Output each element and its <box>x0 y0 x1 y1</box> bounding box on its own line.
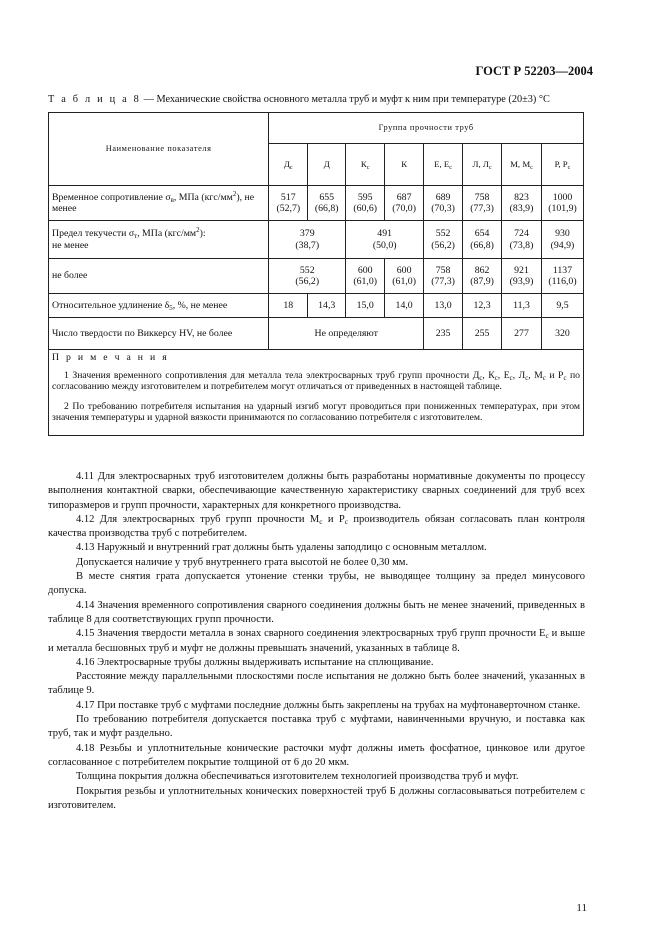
value-kgf: (101,9) <box>548 203 577 214</box>
label-not-less: не менее <box>52 239 89 251</box>
label-yield: Предел текучести $\sigma_т$, МПа $(кгс/мм^2)$: <box>52 227 206 241</box>
group-kc: $К_с$ <box>346 144 385 186</box>
value-kgf: (87,9) <box>470 276 494 287</box>
cell <box>502 259 542 294</box>
value-kgf: (60,6) <box>353 203 378 214</box>
value: 823 <box>514 191 529 203</box>
paragraph: 4.13 Наружный и внутренний грат должны быть удалены заподлицо с основным металлом. <box>76 542 487 554</box>
group-header: Группа прочности труб <box>269 113 584 144</box>
document-id: ГОСТ Р 52203—2004 <box>475 64 593 78</box>
group-k: К <box>385 144 424 186</box>
group-r: Р, $Р_с$ <box>541 144 583 186</box>
row-tensile <box>49 186 584 221</box>
value: 862 <box>474 264 490 276</box>
cell-undefined: Не определяют <box>269 318 424 350</box>
value: 758 <box>435 264 451 276</box>
value-kgf: (56,2) <box>431 239 455 251</box>
cell <box>424 221 463 259</box>
note-2: 2 По требованию потребителя испытания на ударный изгиб могут проводиться при пониженных температурах, при этом значения температуры и ударной вязкости принимаются по согласованию потребителя с изготовителем. <box>52 400 580 423</box>
value: 595 <box>357 191 373 203</box>
col-header-indicator: Наименование показателя <box>49 113 269 186</box>
value-kgf: (61,0) <box>392 276 416 287</box>
value-kgf: (50,0) <box>372 239 397 251</box>
label-yield-max: не более <box>49 259 269 294</box>
cell: 12,3 <box>463 294 502 318</box>
value: 552 <box>435 228 451 240</box>
value: 517 <box>280 191 296 203</box>
table-caption-label: Т а б л и ц а 8 <box>48 94 141 105</box>
label-hardness: Число твердости по Виккерсу HV, не более <box>49 318 269 350</box>
cell: 11,3 <box>502 294 542 318</box>
paragraph: Покрытия резьбы и уплотнительных конических поверхностей труб Б должны согласовываться потребителем с изготовителем. <box>48 785 585 811</box>
body-text <box>48 470 585 813</box>
cell <box>269 259 346 294</box>
paragraph: 4.16 Электросварные трубы должны выдерживать испытание на сплющивание. <box>76 656 434 668</box>
value-kgf: (94,9) <box>550 239 575 251</box>
paragraph: 4.17 При поставке труб с муфтами последние должны быть закреплены на трубах на муфтонаверточном станке. <box>76 699 581 711</box>
cell: 277 <box>502 318 542 350</box>
value-kgf: (116,0) <box>548 276 577 287</box>
cell: 18 <box>269 294 308 318</box>
cell <box>541 221 583 259</box>
cell <box>308 186 346 221</box>
cell <box>541 259 583 294</box>
cell <box>385 186 424 221</box>
paragraph: 4.18 Резьбы и уплотнительные конические расточки муфт должны иметь фосфатное, цинковое или другое согласованное с потребителем покрытие толщиной от 6 до 20 мкм. <box>48 742 585 768</box>
cell: 15,0 <box>346 294 385 318</box>
cell: 14,3 <box>308 294 346 318</box>
cell: 13,0 <box>424 294 463 318</box>
label-tensile: Временное сопротивление $\sigma_в$, МПа $(кгс/мм^2)$, не менее <box>49 186 269 221</box>
cell <box>502 221 542 259</box>
cell <box>346 259 385 294</box>
group-d: Д <box>308 144 346 186</box>
row-yield-min <box>49 221 584 259</box>
value: 921 <box>514 264 529 276</box>
value: 552 <box>299 264 315 276</box>
value-kgf: (38,7) <box>295 239 320 251</box>
value-kgf: (52,7) <box>276 203 301 214</box>
paragraph: Толщина покрытия должна обеспечиваться изготовителем технологией производства труб и муфт. <box>76 771 519 783</box>
value: 758 <box>474 191 490 203</box>
group-m: М, $М_с$ <box>502 144 542 186</box>
cell <box>424 186 463 221</box>
value: 655 <box>319 191 335 203</box>
row-elongation <box>49 294 584 318</box>
value-kgf: (66,8) <box>314 203 339 214</box>
value: 600 <box>357 264 373 276</box>
value-kgf: (77,3) <box>470 203 494 214</box>
cell <box>541 186 583 221</box>
cell: 235 <box>424 318 463 350</box>
value-kgf: (73,8) <box>509 239 534 251</box>
cell <box>346 221 424 259</box>
table-caption <box>48 94 608 105</box>
value: 1137 <box>552 264 573 276</box>
cell <box>346 186 385 221</box>
value-kgf: (70,0) <box>392 203 416 214</box>
notes-heading: П р и м е ч а н и я <box>52 352 169 363</box>
paragraph: В месте снятия грата допускается утонение стенки трубы, не выводящее толщину за предел минусового допуска. <box>48 571 585 597</box>
paragraph: Расстояние между параллельными плоскостями после испытания не должно быть более значений, указанных в таблице 9. <box>48 671 585 697</box>
value: 724 <box>514 228 529 240</box>
value: 687 <box>396 191 412 203</box>
cell: 14,0 <box>385 294 424 318</box>
group-dc: $Д_с$ <box>269 144 308 186</box>
cell <box>424 259 463 294</box>
value-kgf: (77,3) <box>431 276 455 287</box>
cell: 255 <box>463 318 502 350</box>
value: 654 <box>474 228 490 240</box>
cell <box>502 186 542 221</box>
notes <box>49 350 584 436</box>
value-kgf: (83,9) <box>509 203 534 214</box>
paragraph: По требованию потребителя допускается поставка труб с муфтами, навинченными вручную, и поставка как труб, так и муфт раздельно. <box>48 714 585 740</box>
cell: 320 <box>541 318 583 350</box>
note-1: 1 Значения временного сопротивления для металла тела электросварных труб групп прочности $Д_с$, $К_с$, $Е_с$, $Л_с$, $М_с$ и $Р_с$ по согласованию между изготовителем и потребителем могут отличаться от приведенных в настоящей таблице. <box>52 370 581 393</box>
paragraph: Допускается наличие у труб внутреннего грата высотой не более 0,30 мм. <box>76 556 409 568</box>
value-kgf: (66,8) <box>470 239 494 251</box>
label-elongation: Относительное удлинение $\delta_5$, %, не менее <box>49 294 269 318</box>
paragraph: 4.15 Значения твердости металла в зонах сварного соединения электросварных труб групп прочности $Е_с$ и выше и металла бесшовных труб и муфт не должны превышать значений, указанных в таблице 8. <box>48 628 585 654</box>
cell <box>463 221 502 259</box>
label-yield-min <box>49 221 269 259</box>
paragraph: 4.11 Для электросварных труб изготовителем должны быть разработаны нормативные документы по процессу выполнения контактной сварки, обеспечивающие качественную характеристику сварных соединений для труб всех типоразмеров и групп прочности, характерных для конкретного производства. <box>48 471 585 511</box>
group-l: Л, $Л_с$ <box>463 144 502 186</box>
paragraph: 4.12 Для электросварных труб групп прочности $М_с$ и $Р_с$ производитель обязан согласовать план контроля качества производства труб с потребителем. <box>48 513 585 540</box>
value: 930 <box>555 228 570 240</box>
row-notes <box>49 350 584 436</box>
row-yield-max <box>49 259 584 294</box>
table-caption-text: — Механические свойства основного металла труб и муфт к ним при температуре (20±3) °С <box>143 94 550 105</box>
value-kgf: (61,0) <box>353 276 378 287</box>
page-number: 11 <box>576 902 587 914</box>
value: 491 <box>377 228 392 240</box>
cell <box>269 221 346 259</box>
cell <box>463 259 502 294</box>
cell <box>385 259 424 294</box>
paragraph: 4.14 Значения временного сопротивления сварного соединения должны быть не менее значений, приведенных в таблице 8 для соответствующих групп прочности. <box>48 599 585 625</box>
cell <box>463 186 502 221</box>
value: 600 <box>396 264 412 276</box>
value: 379 <box>299 228 315 240</box>
cell: 9,5 <box>541 294 583 318</box>
value-kgf: (93,9) <box>509 276 534 287</box>
value-kgf: (56,2) <box>295 276 320 287</box>
value-kgf: (70,3) <box>431 203 455 214</box>
value: 689 <box>435 191 451 203</box>
cell <box>269 186 308 221</box>
group-e: Е, $Е_с$ <box>424 144 463 186</box>
row-hardness <box>49 318 584 350</box>
mechanical-properties-table <box>48 112 584 436</box>
value: 1000 <box>552 191 573 203</box>
